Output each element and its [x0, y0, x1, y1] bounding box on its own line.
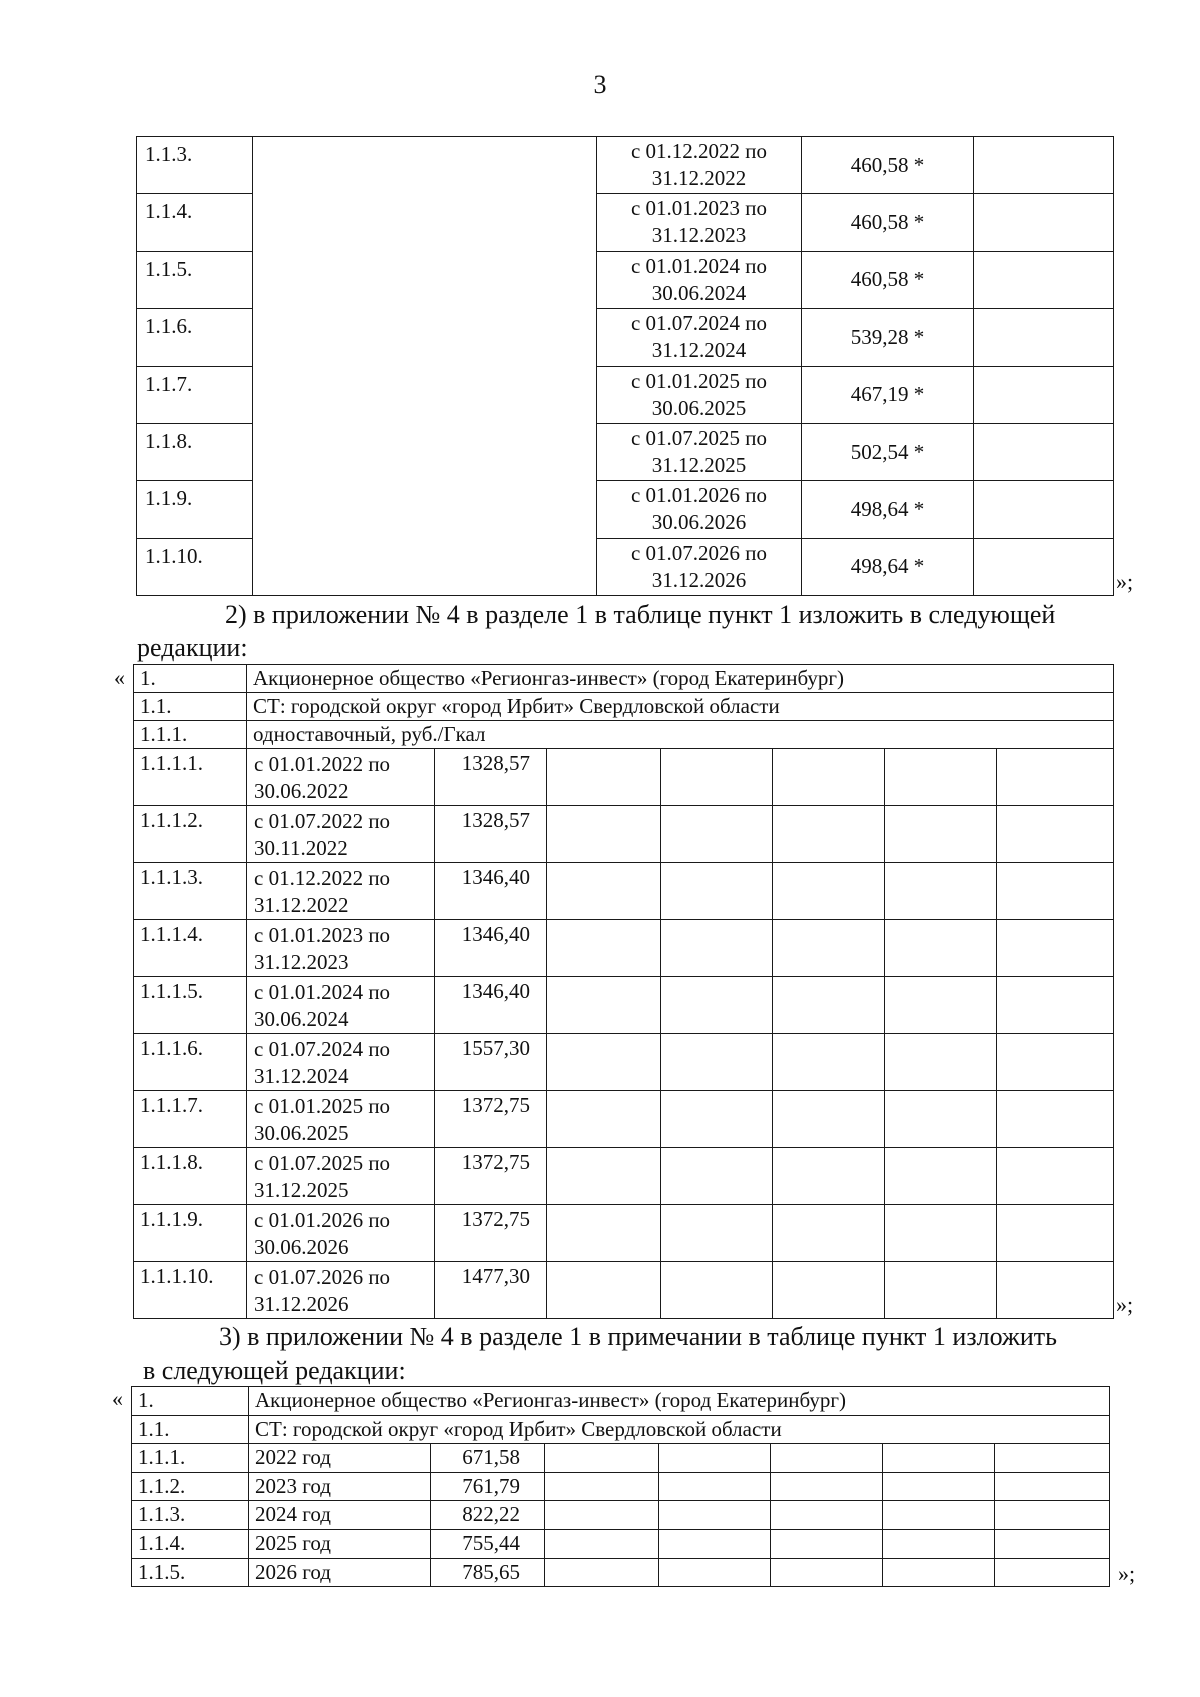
tariff-value: 1346,40	[435, 920, 547, 977]
row-number: 1.1.4.	[137, 194, 253, 251]
table-b-open-quote: «	[114, 665, 125, 690]
table-row	[134, 920, 1114, 977]
note-value: 785,65	[431, 1558, 545, 1587]
tariff-value: 498,64 *	[802, 538, 974, 595]
empty-cell	[771, 1472, 883, 1501]
tariff-table-continuation	[136, 136, 1114, 596]
table-row	[137, 309, 1114, 366]
year-cell: 2022 год	[249, 1444, 431, 1473]
empty-cell	[661, 806, 773, 863]
table-row	[132, 1472, 1110, 1501]
empty-cell	[547, 920, 661, 977]
empty-cell	[883, 1529, 995, 1558]
empty-cell	[773, 1205, 885, 1262]
empty-cell	[547, 1148, 661, 1205]
row-number: 1.1.8.	[137, 423, 253, 480]
empty-cell	[545, 1444, 659, 1473]
period-cell	[247, 1205, 435, 1262]
row-number: 1.1.1.4.	[134, 920, 247, 977]
empty-cell	[974, 366, 1114, 423]
empty-cell	[545, 1472, 659, 1501]
empty-cell	[253, 366, 597, 423]
row-number: 1.1.1.	[134, 721, 247, 749]
period-cell	[597, 481, 802, 538]
period-from: с 01.01.2025 по	[254, 1094, 391, 1118]
row-title: Акционерное общество «Регионгаз-инвест» (город Екатеринбург)	[247, 665, 1114, 693]
table-row	[132, 1444, 1110, 1473]
period-from: с 01.01.2023 по	[254, 923, 391, 947]
empty-cell	[661, 920, 773, 977]
empty-cell	[883, 1472, 995, 1501]
empty-cell	[885, 1262, 997, 1319]
period-from: с 01.07.2026 по	[254, 1265, 391, 1289]
period-cell	[597, 309, 802, 366]
period-from: с 01.07.2025 по	[254, 1151, 391, 1175]
period-to: 30.06.2026	[651, 510, 747, 535]
period-to: 30.06.2024	[254, 1007, 349, 1031]
empty-cell	[659, 1472, 771, 1501]
period-cell	[597, 251, 802, 308]
period-to: 31.12.2023	[254, 950, 349, 974]
period-from: с 01.01.2026 по	[630, 483, 768, 508]
table-row	[137, 137, 1114, 194]
table-row	[137, 251, 1114, 308]
empty-cell	[659, 1501, 771, 1530]
empty-cell	[997, 749, 1114, 806]
period-from: с 01.07.2024 по	[254, 1037, 391, 1061]
empty-cell	[547, 1091, 661, 1148]
tariff-value: 1372,75	[435, 1205, 547, 1262]
empty-cell	[773, 920, 885, 977]
empty-cell	[995, 1472, 1110, 1501]
table-row	[132, 1501, 1110, 1530]
period-from: с 01.07.2026 по	[630, 540, 768, 565]
tariff-value: 1372,75	[435, 1148, 547, 1205]
period-cell	[597, 194, 802, 251]
tariff-value: 502,54 *	[802, 423, 974, 480]
tariff-value: 460,58 *	[802, 137, 974, 194]
row-number: 1.1.1.9.	[134, 1205, 247, 1262]
empty-cell	[885, 977, 997, 1034]
table-row	[134, 863, 1114, 920]
empty-cell	[885, 806, 997, 863]
paragraph-2-line-1: 2) в приложении № 4 в разделе 1 в таблице пункт 1 изложить в следующей	[225, 600, 1056, 629]
empty-cell	[545, 1558, 659, 1587]
row-number: 1.	[134, 665, 247, 693]
tariff-value: 1372,75	[435, 1091, 547, 1148]
row-number: 1.1.1.8.	[134, 1148, 247, 1205]
empty-cell	[771, 1529, 883, 1558]
period-from: с 01.12.2022 по	[630, 139, 768, 163]
period-to: 31.12.2022	[254, 893, 349, 917]
tariff-value: 1346,40	[435, 863, 547, 920]
year-cell: 2024 год	[249, 1501, 431, 1530]
empty-cell	[253, 194, 597, 251]
period-from: с 01.01.2024 по	[630, 253, 768, 278]
row-number: 1.1.10.	[137, 538, 253, 595]
period-to: 30.06.2026	[254, 1235, 349, 1259]
period-from: с 01.07.2024 по	[630, 311, 768, 336]
period-to: 31.12.2025	[651, 452, 747, 477]
empty-cell	[253, 251, 597, 308]
period-cell	[247, 1034, 435, 1091]
period-to: 30.06.2024	[651, 280, 747, 305]
tariff-value: 1557,30	[435, 1034, 547, 1091]
empty-cell	[661, 1148, 773, 1205]
period-cell	[247, 806, 435, 863]
period-cell	[247, 863, 435, 920]
row-number: 1.1.3.	[137, 137, 253, 194]
tariff-value: 1328,57	[435, 806, 547, 863]
row-number: 1.1.	[132, 1415, 249, 1444]
empty-cell	[883, 1444, 995, 1473]
table-a-closing-quote: »;	[1116, 569, 1134, 594]
empty-cell	[545, 1501, 659, 1530]
row-number: 1.1.1.1.	[134, 749, 247, 806]
period-to: 31.12.2026	[651, 567, 747, 592]
tariff-value: 498,64 *	[802, 481, 974, 538]
period-cell	[247, 920, 435, 977]
empty-cell	[773, 863, 885, 920]
empty-cell	[253, 137, 597, 194]
paragraph-2-line-2: редакции:	[137, 633, 248, 662]
row-number: 1.1.4.	[132, 1529, 249, 1558]
empty-cell	[773, 749, 885, 806]
note-value: 671,58	[431, 1444, 545, 1473]
table-row	[134, 1091, 1114, 1148]
row-number: 1.1.7.	[137, 366, 253, 423]
note-value: 761,79	[431, 1472, 545, 1501]
empty-cell	[773, 806, 885, 863]
row-number: 1.	[132, 1387, 249, 1416]
empty-cell	[974, 309, 1114, 366]
period-to: 31.12.2024	[651, 338, 747, 363]
empty-cell	[773, 1262, 885, 1319]
empty-cell	[885, 749, 997, 806]
empty-cell	[974, 194, 1114, 251]
paragraph-3-line-1: 3) в приложении № 4 в разделе 1 в примечании в таблице пункт 1 изложить	[219, 1322, 1058, 1351]
period-to: 31.12.2025	[254, 1178, 349, 1202]
empty-cell	[773, 977, 885, 1034]
empty-cell	[773, 1148, 885, 1205]
row-number: 1.1.1.3.	[134, 863, 247, 920]
tariff-table-section-1	[133, 664, 1114, 1319]
empty-cell	[885, 920, 997, 977]
empty-cell	[885, 863, 997, 920]
year-cell: 2025 год	[249, 1529, 431, 1558]
table-c-closing-quote: »;	[1118, 1561, 1136, 1586]
table-b-closing-quote: »;	[1116, 1292, 1134, 1317]
row-number: 1.1.	[134, 693, 247, 721]
empty-cell	[547, 863, 661, 920]
empty-cell	[997, 920, 1114, 977]
empty-cell	[547, 977, 661, 1034]
table-row	[134, 806, 1114, 863]
period-from: с 01.12.2022 по	[254, 866, 391, 890]
empty-cell	[659, 1558, 771, 1587]
empty-cell	[253, 538, 597, 595]
period-to: 31.12.2026	[254, 1292, 349, 1316]
empty-cell	[995, 1501, 1110, 1530]
period-cell	[247, 749, 435, 806]
empty-cell	[997, 1091, 1114, 1148]
period-cell	[247, 1091, 435, 1148]
empty-cell	[974, 481, 1114, 538]
period-cell	[597, 538, 802, 595]
empty-cell	[974, 423, 1114, 480]
paragraph-3-line-2: в следующей редакции:	[143, 1356, 406, 1385]
row-number: 1.1.5.	[132, 1558, 249, 1587]
row-number: 1.1.1.7.	[134, 1091, 247, 1148]
period-to: 30.06.2022	[254, 779, 349, 803]
empty-cell	[997, 1148, 1114, 1205]
period-cell	[597, 137, 802, 194]
row-number: 1.1.1.5.	[134, 977, 247, 1034]
empty-cell	[547, 1262, 661, 1319]
table-row	[134, 1262, 1114, 1319]
year-cell: 2026 год	[249, 1558, 431, 1587]
empty-cell	[885, 1148, 997, 1205]
empty-cell	[253, 423, 597, 480]
empty-cell	[885, 1205, 997, 1262]
period-cell	[247, 1148, 435, 1205]
period-cell	[247, 1262, 435, 1319]
table-row	[134, 749, 1114, 806]
empty-cell	[545, 1529, 659, 1558]
empty-cell	[547, 1034, 661, 1091]
empty-cell	[773, 1034, 885, 1091]
empty-cell	[997, 806, 1114, 863]
row-title: Акционерное общество «Регионгаз-инвест» (город Екатеринбург)	[249, 1387, 1110, 1416]
empty-cell	[771, 1444, 883, 1473]
empty-cell	[997, 977, 1114, 1034]
year-cell: 2023 год	[249, 1472, 431, 1501]
empty-cell	[661, 1262, 773, 1319]
table-header-row	[132, 1387, 1110, 1416]
tariff-value: 460,58 *	[802, 251, 974, 308]
table-row	[137, 194, 1114, 251]
table-row	[137, 481, 1114, 538]
period-from: с 01.07.2022 по	[254, 809, 391, 833]
period-to: 31.12.2022	[651, 166, 747, 190]
row-number: 1.1.1.10.	[134, 1262, 247, 1319]
note-value: 822,22	[431, 1501, 545, 1530]
tariff-value: 460,58 *	[802, 194, 974, 251]
period-cell	[597, 366, 802, 423]
row-title: СТ: городской округ «город Ирбит» Свердловской области	[249, 1415, 1110, 1444]
empty-cell	[771, 1501, 883, 1530]
empty-cell	[997, 1034, 1114, 1091]
row-number: 1.1.9.	[137, 481, 253, 538]
row-number: 1.1.5.	[137, 251, 253, 308]
empty-cell	[974, 137, 1114, 194]
period-to: 30.06.2025	[254, 1121, 349, 1145]
empty-cell	[995, 1558, 1110, 1587]
tariff-value: 539,28 *	[802, 309, 974, 366]
row-number: 1.1.1.6.	[134, 1034, 247, 1091]
row-number: 1.1.1.2.	[134, 806, 247, 863]
period-cell	[247, 977, 435, 1034]
empty-cell	[661, 1091, 773, 1148]
table-header-row	[132, 1415, 1110, 1444]
tariff-value: 1328,57	[435, 749, 547, 806]
empty-cell	[997, 1262, 1114, 1319]
empty-cell	[995, 1444, 1110, 1473]
table-c-open-quote: «	[112, 1386, 123, 1411]
empty-cell	[771, 1558, 883, 1587]
empty-cell	[995, 1529, 1110, 1558]
empty-cell	[661, 863, 773, 920]
empty-cell	[659, 1444, 771, 1473]
empty-cell	[547, 749, 661, 806]
empty-cell	[661, 749, 773, 806]
table-row	[137, 538, 1114, 595]
period-from: с 01.01.2025 по	[630, 368, 768, 393]
table-header-row	[134, 721, 1114, 749]
note-value: 755,44	[431, 1529, 545, 1558]
row-title: СТ: городской округ «город Ирбит» Свердловской области	[247, 693, 1114, 721]
table-row	[134, 1034, 1114, 1091]
period-from: с 01.01.2023 по	[630, 196, 768, 221]
empty-cell	[547, 1205, 661, 1262]
table-row	[134, 1148, 1114, 1205]
period-to: 30.11.2022	[254, 836, 348, 860]
empty-cell	[883, 1501, 995, 1530]
empty-cell	[661, 977, 773, 1034]
empty-cell	[885, 1091, 997, 1148]
row-number: 1.1.1.	[132, 1444, 249, 1473]
empty-cell	[883, 1558, 995, 1587]
empty-cell	[253, 309, 597, 366]
empty-cell	[974, 251, 1114, 308]
note-table-section-1	[131, 1386, 1110, 1587]
empty-cell	[547, 806, 661, 863]
empty-cell	[659, 1529, 771, 1558]
empty-cell	[997, 1205, 1114, 1262]
tariff-value: 467,19 *	[802, 366, 974, 423]
period-cell	[597, 423, 802, 480]
period-to: 31.12.2024	[254, 1064, 349, 1088]
row-title: одноставочный, руб./Гкал	[247, 721, 1114, 749]
empty-cell	[997, 863, 1114, 920]
table-row	[132, 1529, 1110, 1558]
empty-cell	[661, 1034, 773, 1091]
table-row	[134, 977, 1114, 1034]
row-number: 1.1.3.	[132, 1501, 249, 1530]
empty-cell	[661, 1205, 773, 1262]
tariff-value: 1477,30	[435, 1262, 547, 1319]
empty-cell	[974, 538, 1114, 595]
period-from: с 01.07.2025 по	[630, 425, 768, 450]
period-from: с 01.01.2022 по	[254, 752, 391, 776]
table-row	[137, 423, 1114, 480]
page-number: 3	[593, 70, 607, 99]
tariff-value: 1346,40	[435, 977, 547, 1034]
row-number: 1.1.6.	[137, 309, 253, 366]
empty-cell	[773, 1091, 885, 1148]
row-number: 1.1.2.	[132, 1472, 249, 1501]
table-row	[132, 1558, 1110, 1587]
period-to: 31.12.2023	[651, 223, 747, 248]
table-header-row	[134, 665, 1114, 693]
table-row	[134, 1205, 1114, 1262]
table-row	[137, 366, 1114, 423]
period-from: с 01.01.2026 по	[254, 1208, 391, 1232]
period-to: 30.06.2025	[651, 395, 747, 420]
empty-cell	[253, 481, 597, 538]
table-header-row	[134, 693, 1114, 721]
empty-cell	[885, 1034, 997, 1091]
period-from: с 01.01.2024 по	[254, 980, 391, 1004]
